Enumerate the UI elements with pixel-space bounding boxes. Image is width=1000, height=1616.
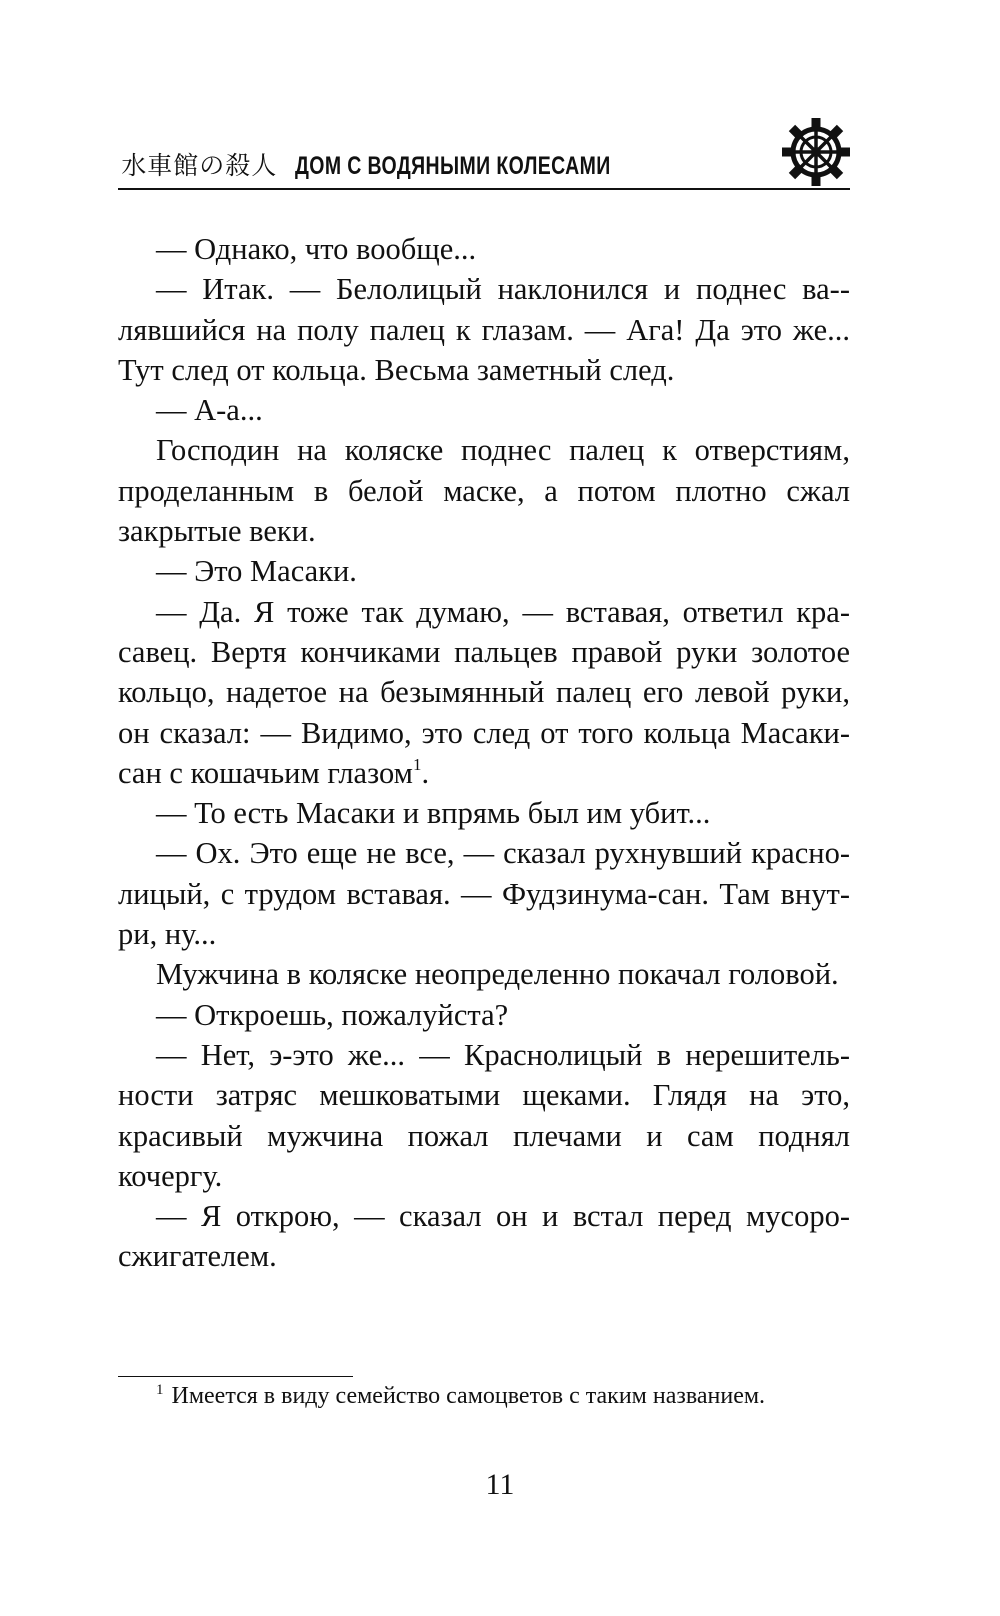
water-wheel-icon [782, 118, 850, 186]
footnote-divider [118, 1376, 353, 1377]
footnote-reference: 1 [412, 754, 422, 774]
paragraph-end-punctuation: . [421, 755, 430, 790]
paragraph: Мужчина в коляске неопределенно покачал головой. [156, 957, 839, 992]
paragraph: — Ох. Это еще не все, — сказал рухнувший краснолицый, с трудом вставая. — Фудзинума-сан. Там внутри, ну... [118, 836, 850, 952]
paragraph: Господин на коляске поднес палец к отверстиям, проделанным в белой маске, а потом плотно сжал закрытые веки. [118, 433, 850, 549]
header-title-japanese: 水車館の殺人 [121, 151, 278, 180]
paragraph: — Я открою, — сказал он и встал перед мусоросжигателем. [118, 1199, 850, 1274]
paragraph: — То есть Масаки и впрямь был им убит... [156, 796, 711, 831]
footnote-text: Имеется в виду семейство самоцветов с таким названием. [171, 1383, 766, 1409]
footnote [118, 1381, 850, 1412]
paragraph: — Итак. — Белолицый наклонился и поднес ва-лявшийся на полу палец к глазам. — Ага! Да это же... Тут след от кольца. Весьма заметный след. [118, 272, 850, 387]
paragraph-text: — Да. Я тоже так думаю, — вставая, ответил красавец. Вертя кончиками пальцев правой руки золотое кольцо, надетое на безымянный палец его левой руки, он сказал: — Видимо, это след от того кольца Масаки-сан с кошачьим глазом [118, 594, 850, 790]
header-divider [118, 188, 850, 190]
header-title [121, 146, 700, 182]
paragraph: — Это Масаки. [156, 554, 357, 589]
paragraph-with-footnote-ref [118, 592, 850, 793]
main-text [118, 229, 850, 1277]
footnote-marker: 1 [156, 1382, 164, 1398]
paragraph: — А-а... [156, 393, 263, 428]
paragraph: — Однако, что вообще... [156, 232, 477, 266]
paragraph: — Откроешь, пожалуйста? [156, 997, 509, 1032]
running-header [118, 118, 850, 190]
header-title-russian: ДОМ С ВОДЯНЫМИ КОЛЕСАМИ [295, 152, 611, 180]
page-number: 11 [485, 1468, 515, 1501]
paragraph: — Нет, э-это же... — Краснолицый в нерешительности затряс мешковатыми щеками. Глядя на это, красивый мужчина пожал плечами и сам поднял кочергу. [118, 1037, 850, 1193]
